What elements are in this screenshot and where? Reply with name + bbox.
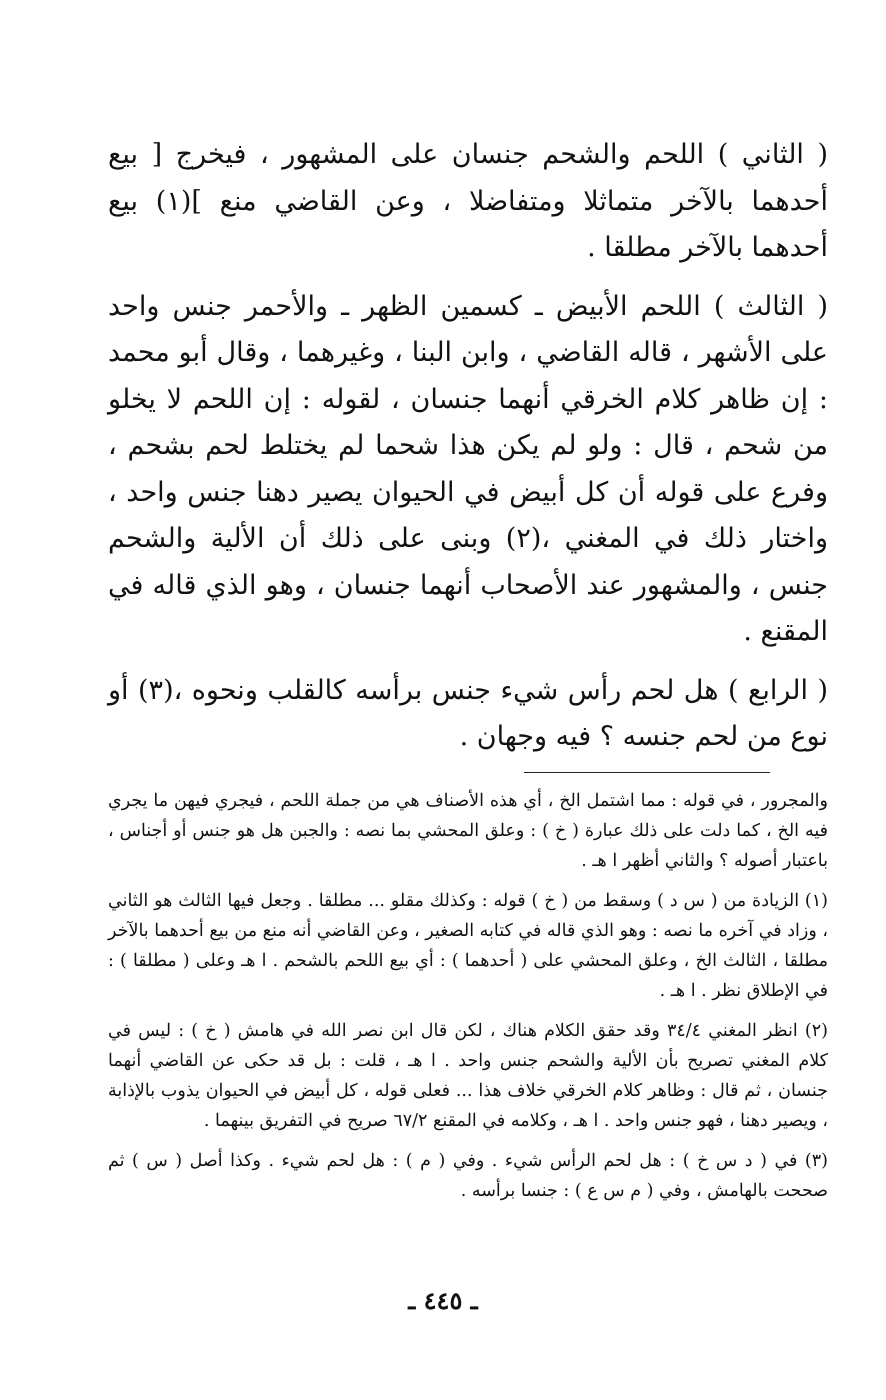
paragraph-fourth: ( الرابع ) هل لحم رأس شيء جنس برأسه كالقلب ونحوه ،(٣) أو نوع من لحم جنسه ؟ فيه وجهان .: [108, 674, 828, 752]
main-text: [108, 132, 828, 773]
paragraph-third: ( الثالث ) اللحم الأبيض ـ كسمين الظهر ـ والأحمر جنس واحد على الأشهر ، قاله القاضي ، وابن البنا ، وغيرهما ، وقال أبو محمد : إن ظاهر كلام الخرقي أنهما جنسان ، لقوله : إن اللحم لا يخلو من شحم ، قال : ولو لم يكن هذا شحما لم يختلط لحم بشحم ، وفرع على قوله أن كل أبيض في الحيوان يصير دهنا جنس واحد ، واختار ذلك في المغني ،(٢) وبنى على ذلك أن الألية والشحم جنس ، والمشهور عند الأصحاب أنهما جنسان ، وهو الذي قاله في المقنع .: [108, 290, 829, 647]
footnote-1: (١) الزيادة من ( س د ) وسقط من ( خ ) قوله : وكذلك مقلو ... مطلقا . وجعل فيها الثالث هو الثاني ، وزاد في آخره ما نصه : وهو الذي قاله في كتابه الصغير ، وعن القاضي أنه منع من بيع أحدهما بالآخر مطلقا ، الثالث الخ ، وعلق المحشي على ( أحدهما ) : أي بيع اللحم بالشحم . ا هـ وعلى ( مطلقا ) : في الإطلاق نظر . ا هـ .: [108, 891, 828, 1001]
footnotes: [108, 786, 828, 1216]
footnote-3: (٣) في ( د س خ ) : هل لحم الرأس شيء . وفي ( م ) : هل لحم شيء . وكذا أصل ( س ) ثم صححت بالهامش ، وفي ( م س ع ) : جنسا برأسه .: [108, 1151, 828, 1201]
footnote-continuation: والمجرور ، في قوله : مما اشتمل الخ ، أي هذه الأصناف هي من جملة اللحم ، فيجري فيهن ما يجري فيه الخ ، كما دلت على ذلك عبارة ( خ ) : وعلق المحشي بما نصه : والجبن هل هو جنس أو أجناس ، باعتبار أصوله ؟ والثاني أظهر ا هـ .: [108, 791, 828, 871]
footnote-2: (٢) انظر المغني ٣٤/٤ وقد حقق الكلام هناك ، لكن قال ابن نصر الله في هامش ( خ ) : ليس في كلام المغني تصريح بأن الألية والشحم جنس واحد . ا هـ ، قلت : بل قد حكى عن القاضي أنهما جنسان ، ثم قال : وظاهر كلام الخرقي خلاف هذا ... فعلى قوله ، كل أبيض في الحيوان يذوب بالإذابة ، ويصير دهنا ، فهو جنس واحد . ا هـ ، وكلامه في المقنع ٦٧/٢ صريح في التفريق بينهما .: [108, 1021, 828, 1131]
paragraph-second: ( الثاني ) اللحم والشحم جنسان على المشهور ، فيخرج [ بيع أحدهما بالآخر متماثلا ومتفاضلا ، وعن القاضي منع ](١) بيع أحدهما بالآخر مطلقا .: [108, 139, 828, 263]
footnote-divider: [524, 772, 770, 773]
page-number: ـ ٤٤٥ ـ: [408, 1286, 478, 1315]
